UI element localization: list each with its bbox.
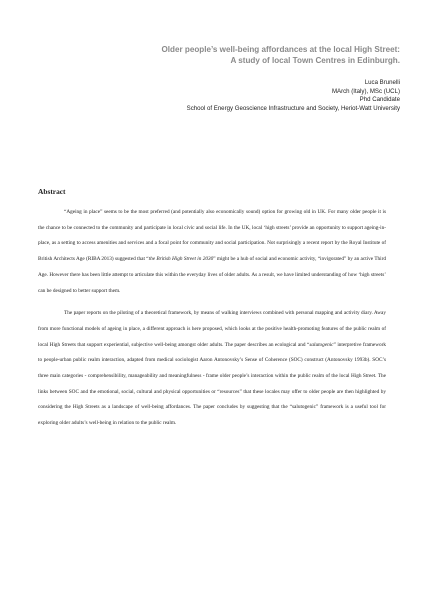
paragraph-1-italic-phrase: the British High Street in 2030 [148, 256, 214, 263]
paper-title-line-1: Older people’s well-being affordances at the local High Street: [161, 45, 400, 54]
paragraph-2-text-b: ” interpretive framework to people-urban public realm interaction, adapted from medical sociologist Aaron Antonovsky’s Sense of Coherence (SOC) construct (Antonovsky 1993b). SOC’s three main categories - comprehensibility, manageability and meaningfulness - frame older people’s interaction within the public realm of the local High Street. The links between SOC and the emotional, social, cultural and physical opportunities or “resources” that these locales may offer to older people are then highlighted by considering the High Streets as a landscape of well-being affordances. The paper concludes by suggesting that the “salutogenic” framework is a useful tool for exploring older adults’s well-being in relation to the public realm. [38, 341, 386, 427]
paper-title [100, 45, 400, 66]
paper-title-line-2: A study of local Town Centres in Edinburgh. [230, 55, 400, 65]
abstract-heading: Abstract [38, 187, 66, 196]
author-name: Luca Brunelli [364, 79, 400, 86]
paragraph-2-text-a: The paper reports on the piloting of a theoretical framework, by means of walking interviews combined with personal mapping and activity diary. Away from more functional models of ageing in place, a different approach is here proposed, which looks at the positive health-promoting features of the public realm of local High Streets that support experiential, subjective well-being amongst older adults. The paper describes an ecological and “ [38, 310, 386, 348]
abstract-paragraph-1 [38, 205, 386, 299]
paragraph-2-italic-term: salutogenic [309, 341, 334, 348]
paragraph-1-text-b: ” might be a hub of social and economic activity, “invigorated” by an active Third Age. However there has been little attempt to articulate this within the everyday lives of older adults. As a result, we have limited understanding of how ‘high streets’ can be designed to better support them. [38, 256, 386, 294]
abstract-section [38, 187, 386, 432]
author-block [80, 79, 400, 113]
paragraph-1-text-a: “Ageing in place” seems to be the most preferred (and potentially also economically sound) option for growing old in UK. For many older people it is the chance to be connected to the community and participate in local civic and social life. In the UK, local ‘high streets’ provide an opportunity to support ageing-in-place, as a setting to access amenities and services and a focal point for community and social participation. Not surprisingly a recent report by the Royal Institute of British Architects Age (RIBA 2013) suggested that “ [38, 209, 386, 263]
author-affiliation: School of Energy Geoscience Infrastructure and Society, Heriot-Watt University [186, 104, 400, 112]
author-role: Phd Candidate [359, 96, 400, 104]
author-degrees: MArch (Italy), MSc (UCL) [331, 87, 400, 95]
abstract-paragraph-2 [38, 306, 386, 432]
